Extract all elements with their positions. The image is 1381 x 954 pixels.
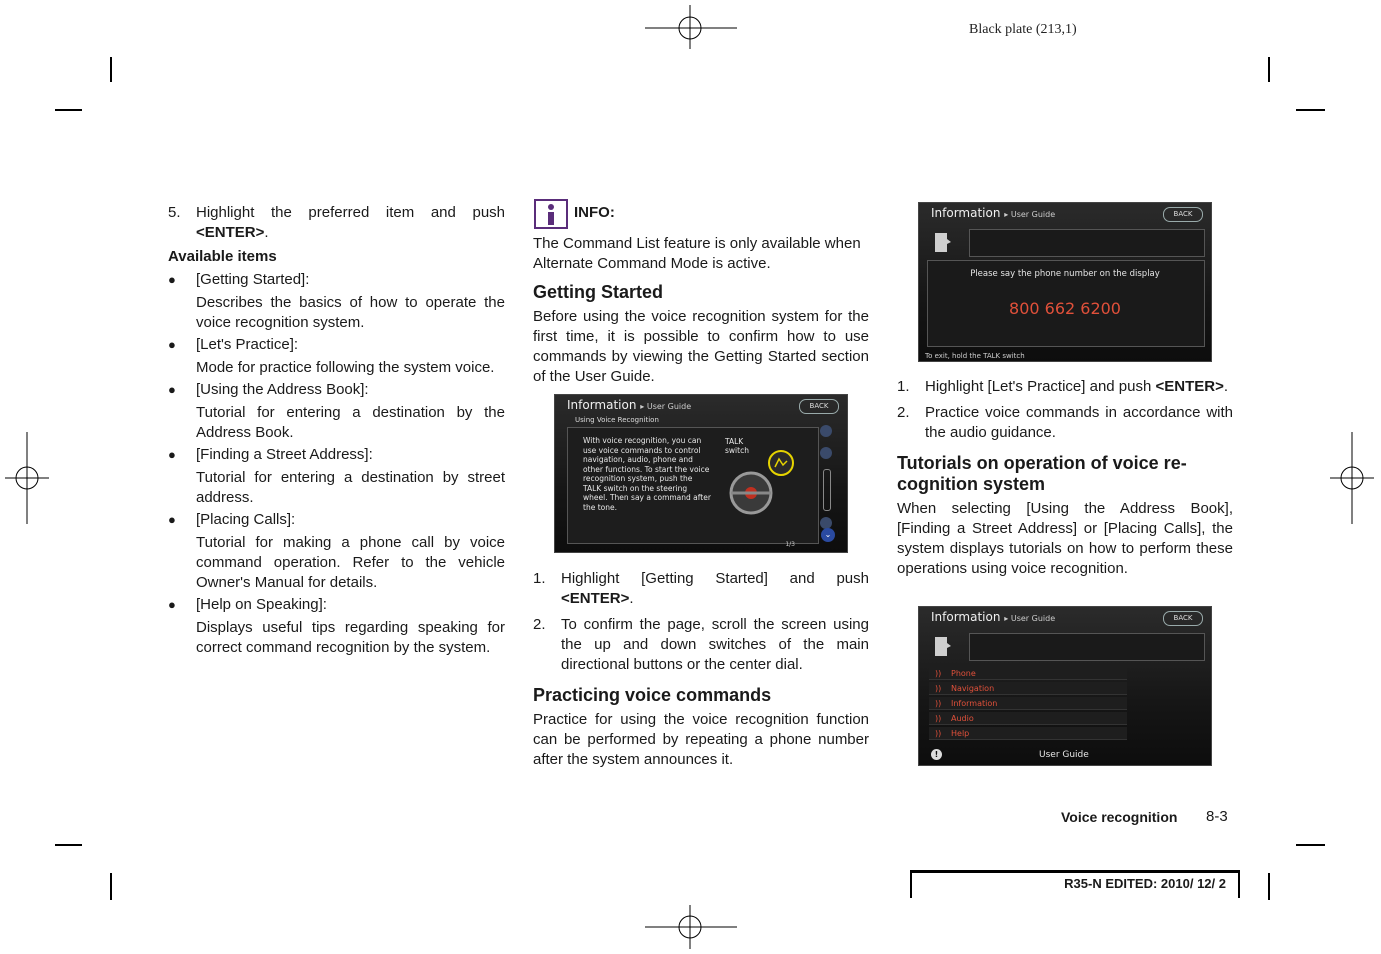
step-2: 2. To confirm the page, scroll the screen using the up and down switches of the main directional buttons or the center dial. [533, 616, 869, 673]
voice-input-bar [969, 633, 1205, 661]
registration-mark-left [5, 432, 49, 524]
screen-title: Information ▸ User Guide [567, 398, 692, 412]
practicing-heading: Practicing voice commands [533, 685, 772, 705]
plate-label: Black plate (213,1) [969, 22, 1077, 37]
registration-mark-bottom [645, 905, 737, 949]
talk-label: TALK switch [725, 437, 749, 455]
info-label: INFO: [574, 204, 615, 221]
phone-number: 800 662 6200 [1009, 299, 1121, 318]
practicing-text: Practice for using the voice recognition function can be performed by repeating a phone number after the system announces it. [533, 711, 869, 768]
section-name: Voice recognition [1061, 809, 1178, 825]
middle-steps [533, 569, 869, 770]
available-items-heading: Available items [168, 248, 277, 265]
available-items-list [168, 270, 505, 658]
scroll-controls[interactable] [820, 425, 834, 525]
screen-lets-practice [918, 202, 1212, 362]
step-2: 2. Practice voice commands in accordance with the audio guidance. [897, 404, 1233, 441]
alert-icon: ! [931, 749, 942, 760]
step-1: 1. Highlight [Let's Practice] and push <ENTER>. [897, 378, 1229, 395]
right-column [897, 377, 1233, 579]
prompt-text: Please say the phone number on the display [970, 269, 1160, 279]
list-item: ● [Finding a Street Address]: [168, 446, 373, 463]
step-5: 5. Highlight the preferred item and push <ENTER>. [168, 204, 505, 241]
item-description: Tutorial for entering a destination by the Address Book. [196, 404, 505, 441]
screen-footer: User Guide [1039, 750, 1089, 760]
edition-text: R35-N EDITED: 2010/ 12/ 2 [1064, 876, 1226, 891]
item-description: Tutorial for entering a destination by street address. [196, 469, 505, 506]
menu-item-phone[interactable]: )) Phone [929, 667, 1127, 680]
list-item: ● [Getting Started]: [168, 271, 310, 288]
item-description: Displays useful tips regarding speaking for correct command recognition by the system. [196, 619, 505, 656]
registration-mark-right [1330, 432, 1374, 524]
list-item: ● [Help on Speaking]: [168, 596, 327, 613]
screen-title: Information ▸ User Guide [931, 610, 1056, 624]
tutorials-heading: Tutorials on operation of voice re-cognition system [897, 453, 1187, 494]
back-button[interactable]: BACK [1163, 611, 1203, 626]
tutorials-text: When selecting [Using the Address Book], [Finding a Street Address] or [Placing Calls], the system displays tutorials on how to perform these operations using voice recognition. [897, 500, 1233, 577]
screen-user-guide [918, 606, 1212, 766]
back-button[interactable]: BACK [799, 399, 839, 414]
steering-wheel-icon [725, 445, 805, 525]
screen-title: Information ▸ User Guide [931, 206, 1056, 220]
getting-started-text: Before using the voice recognition system for the first time, it is possible to confirm how to use commands by viewing the Getting Started section of the User Guide. [533, 308, 869, 385]
registration-mark-top [645, 5, 737, 49]
item-description: Tutorial for making a phone call by voice command operation. Refer to the vehicle Owner's Manual for details. [196, 534, 505, 591]
screen-body: With voice recognition, you can use voice commands to control navigation, audio, phone and other functions. To start the voice recognition system, push the TALK switch on the steering wheel. Then say a command after the tone. [583, 436, 711, 512]
item-description: Describes the basics of how to operate the voice recognition system. [196, 294, 505, 331]
menu-item-information[interactable]: )) Information [929, 697, 1127, 710]
info-icon [534, 199, 568, 229]
list-item: ● [Using the Address Book]: [168, 381, 369, 398]
list-item: ● [Placing Calls]: [168, 511, 296, 528]
menu-item-navigation[interactable]: )) Navigation [929, 682, 1127, 695]
info-text: The Command List feature is only available when Alternate Command Mode is active. [533, 235, 861, 272]
getting-started-heading: Getting Started [533, 282, 664, 302]
middle-column [533, 234, 869, 387]
voice-head-icon [931, 633, 953, 661]
voice-head-icon [931, 229, 953, 257]
step-1: 1. Highlight [Getting Started] and push <ENTER>. [533, 570, 869, 607]
list-item: ● [Let's Practice]: [168, 336, 299, 353]
page-number: 8-3 [1206, 808, 1228, 825]
back-button[interactable]: BACK [1163, 207, 1203, 222]
voice-input-bar [969, 229, 1205, 257]
screen-footer: To exit, hold the TALK switch [925, 352, 1025, 360]
menu-item-audio[interactable]: )) Audio [929, 712, 1127, 725]
page-indicator: 1/3 [785, 541, 795, 548]
screen-getting-started [554, 394, 848, 553]
edition-box [910, 870, 1240, 898]
item-description: Mode for practice following the system voice. [196, 359, 495, 376]
screen-section: Using Voice Recognition [575, 416, 659, 424]
scroll-down-icon[interactable]: ⌄ [821, 528, 835, 542]
left-column [168, 203, 505, 658]
menu-item-help[interactable]: )) Help [929, 727, 1127, 740]
